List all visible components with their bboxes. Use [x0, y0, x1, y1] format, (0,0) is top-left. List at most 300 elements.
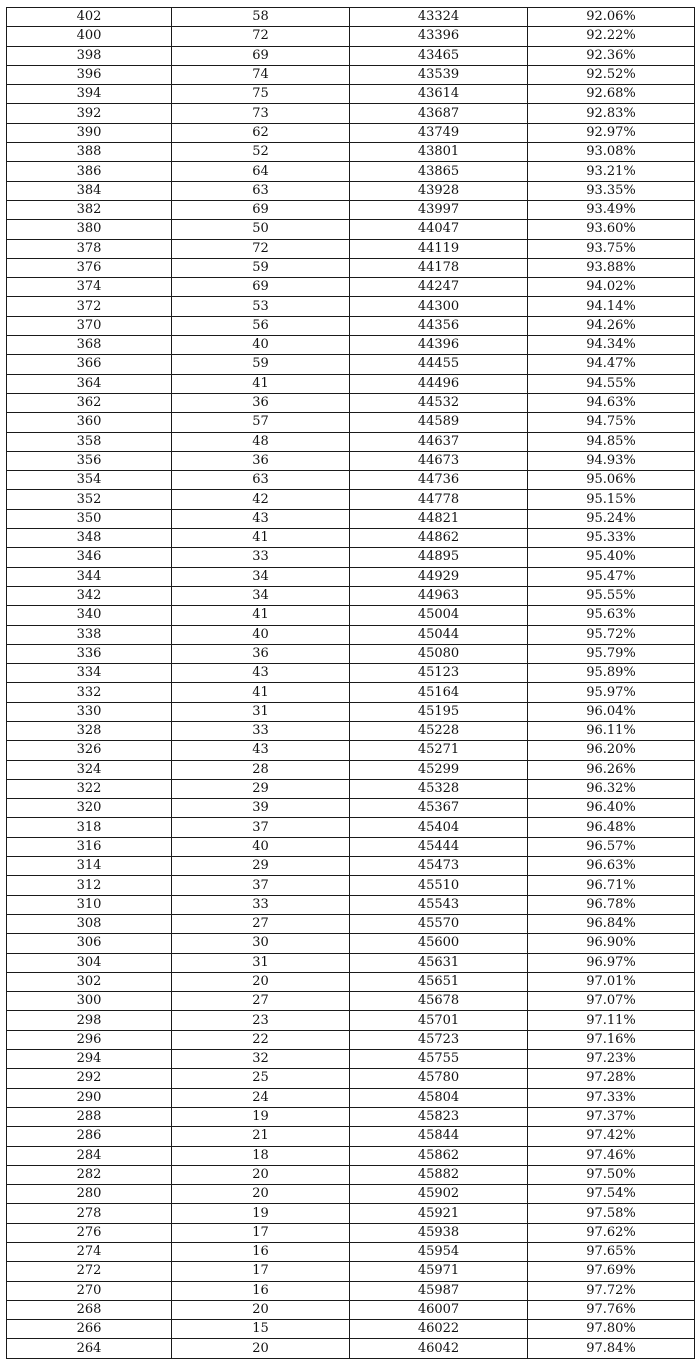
cumulative-count-cell: 44300: [350, 297, 528, 316]
table-row: [7, 721, 695, 740]
cumulative-percent-cell: 97.54%: [528, 1185, 695, 1204]
score-cell: 394: [7, 85, 172, 104]
score-cell: 402: [7, 8, 172, 27]
cumulative-percent-cell: 95.33%: [528, 529, 695, 548]
count-cell: 18: [172, 1146, 350, 1165]
cumulative-count-cell: 45902: [350, 1185, 528, 1204]
table-row: [7, 779, 695, 798]
score-cell: 390: [7, 123, 172, 142]
count-cell: 20: [172, 1300, 350, 1319]
cumulative-percent-cell: 97.42%: [528, 1127, 695, 1146]
table-row: [7, 1088, 695, 1107]
table-row: [7, 393, 695, 412]
cumulative-percent-cell: 93.35%: [528, 181, 695, 200]
table-row: [7, 1107, 695, 1126]
cumulative-count-cell: 44047: [350, 220, 528, 239]
cumulative-count-cell: 45723: [350, 1030, 528, 1049]
cumulative-count-cell: 43928: [350, 181, 528, 200]
score-cell: 368: [7, 336, 172, 355]
cumulative-count-cell: 44589: [350, 413, 528, 432]
cumulative-percent-cell: 94.85%: [528, 432, 695, 451]
count-cell: 40: [172, 336, 350, 355]
table-row: [7, 567, 695, 586]
cumulative-count-cell: 45123: [350, 664, 528, 683]
score-cell: 288: [7, 1107, 172, 1126]
table-row: [7, 46, 695, 65]
score-cell: 380: [7, 220, 172, 239]
cumulative-percent-cell: 95.97%: [528, 683, 695, 702]
score-cell: 326: [7, 741, 172, 760]
score-cell: 338: [7, 625, 172, 644]
count-cell: 59: [172, 258, 350, 277]
cumulative-percent-cell: 96.78%: [528, 895, 695, 914]
count-cell: 36: [172, 644, 350, 663]
cumulative-count-cell: 45473: [350, 857, 528, 876]
cumulative-count-cell: 46022: [350, 1320, 528, 1339]
count-cell: 29: [172, 857, 350, 876]
table-row: [7, 8, 695, 27]
score-cell: 334: [7, 664, 172, 683]
score-cell: 358: [7, 432, 172, 451]
cumulative-count-cell: 44821: [350, 509, 528, 528]
score-cell: 304: [7, 953, 172, 972]
count-cell: 73: [172, 104, 350, 123]
score-cell: 342: [7, 586, 172, 605]
table-row: [7, 1185, 695, 1204]
count-cell: 41: [172, 606, 350, 625]
cumulative-percent-cell: 97.50%: [528, 1165, 695, 1184]
table-row: [7, 200, 695, 219]
count-cell: 16: [172, 1243, 350, 1262]
cumulative-count-cell: 45823: [350, 1107, 528, 1126]
count-cell: 32: [172, 1050, 350, 1069]
count-cell: 20: [172, 1339, 350, 1358]
cumulative-percent-cell: 93.21%: [528, 162, 695, 181]
cumulative-percent-cell: 96.63%: [528, 857, 695, 876]
table-row: [7, 65, 695, 84]
table-row: [7, 239, 695, 258]
table-row: [7, 972, 695, 991]
cumulative-percent-cell: 94.02%: [528, 278, 695, 297]
cumulative-count-cell: 43801: [350, 143, 528, 162]
score-cell: 340: [7, 606, 172, 625]
cumulative-count-cell: 44963: [350, 586, 528, 605]
score-cell: 280: [7, 1185, 172, 1204]
count-cell: 40: [172, 837, 350, 856]
table-row: [7, 857, 695, 876]
table-row: [7, 953, 695, 972]
table-row: [7, 258, 695, 277]
cumulative-percent-cell: 97.80%: [528, 1320, 695, 1339]
count-cell: 22: [172, 1030, 350, 1049]
count-cell: 37: [172, 876, 350, 895]
count-cell: 50: [172, 220, 350, 239]
score-cell: 378: [7, 239, 172, 258]
score-cell: 336: [7, 644, 172, 663]
cumulative-percent-cell: 93.60%: [528, 220, 695, 239]
cumulative-percent-cell: 97.58%: [528, 1204, 695, 1223]
cumulative-percent-cell: 94.47%: [528, 355, 695, 374]
score-cell: 274: [7, 1243, 172, 1262]
table-row: [7, 914, 695, 933]
count-cell: 31: [172, 702, 350, 721]
score-cell: 276: [7, 1223, 172, 1242]
table-row: [7, 548, 695, 567]
count-cell: 69: [172, 46, 350, 65]
cumulative-count-cell: 45780: [350, 1069, 528, 1088]
cumulative-percent-cell: 97.28%: [528, 1069, 695, 1088]
cumulative-count-cell: 45862: [350, 1146, 528, 1165]
cumulative-count-cell: 44178: [350, 258, 528, 277]
table-row: [7, 529, 695, 548]
cumulative-percent-cell: 93.88%: [528, 258, 695, 277]
cumulative-count-cell: 43539: [350, 65, 528, 84]
cumulative-count-cell: 46007: [350, 1300, 528, 1319]
cumulative-percent-cell: 95.63%: [528, 606, 695, 625]
cumulative-percent-cell: 94.14%: [528, 297, 695, 316]
table-row: [7, 1069, 695, 1088]
score-cell: 386: [7, 162, 172, 181]
table-row: [7, 85, 695, 104]
score-cell: 396: [7, 65, 172, 84]
score-cell: 286: [7, 1127, 172, 1146]
count-cell: 58: [172, 8, 350, 27]
count-cell: 36: [172, 393, 350, 412]
count-cell: 41: [172, 374, 350, 393]
count-cell: 16: [172, 1281, 350, 1300]
count-cell: 63: [172, 471, 350, 490]
score-cell: 388: [7, 143, 172, 162]
count-cell: 57: [172, 413, 350, 432]
score-cell: 320: [7, 799, 172, 818]
cumulative-percent-cell: 97.84%: [528, 1339, 695, 1358]
score-cell: 322: [7, 779, 172, 798]
count-cell: 31: [172, 953, 350, 972]
score-cell: 302: [7, 972, 172, 991]
cumulative-count-cell: 44247: [350, 278, 528, 297]
table-row: [7, 316, 695, 335]
table-row: [7, 413, 695, 432]
score-cell: 278: [7, 1204, 172, 1223]
score-cell: 400: [7, 27, 172, 46]
count-cell: 30: [172, 934, 350, 953]
score-cell: 374: [7, 278, 172, 297]
table-row: [7, 1011, 695, 1030]
table-row: [7, 1281, 695, 1300]
cumulative-count-cell: 44778: [350, 490, 528, 509]
count-cell: 20: [172, 1165, 350, 1184]
count-cell: 53: [172, 297, 350, 316]
count-cell: 43: [172, 741, 350, 760]
table-row: [7, 471, 695, 490]
score-cell: 382: [7, 200, 172, 219]
count-cell: 69: [172, 200, 350, 219]
table-row: [7, 1243, 695, 1262]
cumulative-count-cell: 43865: [350, 162, 528, 181]
score-cell: 360: [7, 413, 172, 432]
table-row: [7, 220, 695, 239]
cumulative-count-cell: 44637: [350, 432, 528, 451]
cumulative-count-cell: 44736: [350, 471, 528, 490]
cumulative-count-cell: 44396: [350, 336, 528, 355]
table-row: [7, 1320, 695, 1339]
cumulative-percent-cell: 92.36%: [528, 46, 695, 65]
cumulative-percent-cell: 96.71%: [528, 876, 695, 895]
cumulative-count-cell: 45299: [350, 760, 528, 779]
cumulative-count-cell: 45971: [350, 1262, 528, 1281]
cumulative-count-cell: 46042: [350, 1339, 528, 1358]
count-cell: 28: [172, 760, 350, 779]
cumulative-count-cell: 43614: [350, 85, 528, 104]
cumulative-percent-cell: 96.04%: [528, 702, 695, 721]
count-cell: 33: [172, 548, 350, 567]
cumulative-percent-cell: 93.49%: [528, 200, 695, 219]
cumulative-percent-cell: 92.68%: [528, 85, 695, 104]
table-row: [7, 509, 695, 528]
score-cell: 324: [7, 760, 172, 779]
table-row: [7, 1050, 695, 1069]
score-cell: 314: [7, 857, 172, 876]
count-cell: 59: [172, 355, 350, 374]
cumulative-percent-cell: 92.97%: [528, 123, 695, 142]
cumulative-percent-cell: 95.24%: [528, 509, 695, 528]
cumulative-count-cell: 45328: [350, 779, 528, 798]
cumulative-count-cell: 45701: [350, 1011, 528, 1030]
table-row: [7, 876, 695, 895]
table-row: [7, 664, 695, 683]
score-cell: 364: [7, 374, 172, 393]
cumulative-percent-cell: 92.83%: [528, 104, 695, 123]
table-row: [7, 625, 695, 644]
cumulative-percent-cell: 96.40%: [528, 799, 695, 818]
cumulative-count-cell: 45844: [350, 1127, 528, 1146]
score-cell: 350: [7, 509, 172, 528]
table-row: [7, 490, 695, 509]
cumulative-percent-cell: 97.69%: [528, 1262, 695, 1281]
count-cell: 20: [172, 972, 350, 991]
table-row: [7, 297, 695, 316]
cumulative-percent-cell: 96.11%: [528, 721, 695, 740]
cumulative-percent-cell: 97.33%: [528, 1088, 695, 1107]
count-cell: 39: [172, 799, 350, 818]
cumulative-count-cell: 44455: [350, 355, 528, 374]
table-row: [7, 1223, 695, 1242]
table-row: [7, 451, 695, 470]
count-cell: 43: [172, 509, 350, 528]
cumulative-percent-cell: 92.22%: [528, 27, 695, 46]
score-cell: 266: [7, 1320, 172, 1339]
score-cell: 398: [7, 46, 172, 65]
cumulative-count-cell: 44673: [350, 451, 528, 470]
score-cell: 318: [7, 818, 172, 837]
score-cell: 282: [7, 1165, 172, 1184]
cumulative-percent-cell: 96.20%: [528, 741, 695, 760]
cumulative-percent-cell: 97.72%: [528, 1281, 695, 1300]
score-cell: 348: [7, 529, 172, 548]
cumulative-percent-cell: 97.23%: [528, 1050, 695, 1069]
score-cell: 392: [7, 104, 172, 123]
cumulative-count-cell: 45080: [350, 644, 528, 663]
table-row: [7, 837, 695, 856]
table-row: [7, 1300, 695, 1319]
score-cell: 332: [7, 683, 172, 702]
cumulative-count-cell: 45195: [350, 702, 528, 721]
count-cell: 19: [172, 1107, 350, 1126]
table-row: [7, 374, 695, 393]
cumulative-count-cell: 45367: [350, 799, 528, 818]
table-row: [7, 162, 695, 181]
cumulative-count-cell: 45804: [350, 1088, 528, 1107]
cumulative-count-cell: 45004: [350, 606, 528, 625]
count-cell: 74: [172, 65, 350, 84]
cumulative-count-cell: 43465: [350, 46, 528, 65]
cumulative-count-cell: 44356: [350, 316, 528, 335]
count-cell: 34: [172, 567, 350, 586]
count-cell: 33: [172, 895, 350, 914]
cumulative-percent-cell: 95.79%: [528, 644, 695, 663]
table-row: [7, 895, 695, 914]
table-row: [7, 1339, 695, 1358]
count-cell: 29: [172, 779, 350, 798]
table-row: [7, 992, 695, 1011]
count-cell: 27: [172, 992, 350, 1011]
table-row: [7, 934, 695, 953]
cumulative-count-cell: 44895: [350, 548, 528, 567]
score-cell: 272: [7, 1262, 172, 1281]
score-cell: 372: [7, 297, 172, 316]
cumulative-percent-cell: 94.75%: [528, 413, 695, 432]
cumulative-percent-cell: 95.06%: [528, 471, 695, 490]
score-cell: 384: [7, 181, 172, 200]
score-cell: 270: [7, 1281, 172, 1300]
cumulative-percent-cell: 96.57%: [528, 837, 695, 856]
cumulative-count-cell: 45678: [350, 992, 528, 1011]
cumulative-percent-cell: 95.72%: [528, 625, 695, 644]
cumulative-count-cell: 45651: [350, 972, 528, 991]
table-row: [7, 1030, 695, 1049]
cumulative-count-cell: 45882: [350, 1165, 528, 1184]
score-cell: 298: [7, 1011, 172, 1030]
cumulative-percent-cell: 96.90%: [528, 934, 695, 953]
cumulative-percent-cell: 93.08%: [528, 143, 695, 162]
cumulative-percent-cell: 92.06%: [528, 8, 695, 27]
cumulative-count-cell: 43687: [350, 104, 528, 123]
table-row: [7, 278, 695, 297]
score-cell: 296: [7, 1030, 172, 1049]
cumulative-count-cell: 44929: [350, 567, 528, 586]
count-cell: 23: [172, 1011, 350, 1030]
cumulative-percent-cell: 96.32%: [528, 779, 695, 798]
table-row: [7, 1262, 695, 1281]
count-cell: 36: [172, 451, 350, 470]
score-cell: 352: [7, 490, 172, 509]
count-cell: 64: [172, 162, 350, 181]
count-cell: 69: [172, 278, 350, 297]
count-cell: 27: [172, 914, 350, 933]
count-cell: 41: [172, 683, 350, 702]
cumulative-count-cell: 45570: [350, 914, 528, 933]
table-row: [7, 606, 695, 625]
table-row: [7, 1204, 695, 1223]
score-cell: 264: [7, 1339, 172, 1358]
count-cell: 52: [172, 143, 350, 162]
count-cell: 62: [172, 123, 350, 142]
cumulative-percent-cell: 94.26%: [528, 316, 695, 335]
table-row: [7, 181, 695, 200]
cumulative-count-cell: 45164: [350, 683, 528, 702]
cumulative-count-cell: 45044: [350, 625, 528, 644]
count-cell: 40: [172, 625, 350, 644]
cumulative-count-cell: 45631: [350, 953, 528, 972]
table-body: [7, 8, 695, 1359]
cumulative-percent-cell: 96.48%: [528, 818, 695, 837]
cumulative-count-cell: 44532: [350, 393, 528, 412]
cumulative-count-cell: 45954: [350, 1243, 528, 1262]
cumulative-percent-cell: 96.26%: [528, 760, 695, 779]
cumulative-count-cell: 43396: [350, 27, 528, 46]
cumulative-percent-cell: 94.63%: [528, 393, 695, 412]
cumulative-count-cell: 45987: [350, 1281, 528, 1300]
count-cell: 72: [172, 239, 350, 258]
cumulative-count-cell: 44862: [350, 529, 528, 548]
count-cell: 75: [172, 85, 350, 104]
count-cell: 19: [172, 1204, 350, 1223]
cumulative-percent-cell: 97.07%: [528, 992, 695, 1011]
cumulative-count-cell: 45938: [350, 1223, 528, 1242]
cumulative-percent-cell: 97.01%: [528, 972, 695, 991]
cumulative-count-cell: 45510: [350, 876, 528, 895]
score-cell: 328: [7, 721, 172, 740]
cumulative-percent-cell: 95.47%: [528, 567, 695, 586]
score-cell: 330: [7, 702, 172, 721]
table-row: [7, 586, 695, 605]
score-cell: 268: [7, 1300, 172, 1319]
score-cell: 354: [7, 471, 172, 490]
cumulative-percent-cell: 95.55%: [528, 586, 695, 605]
count-cell: 56: [172, 316, 350, 335]
cumulative-percent-cell: 94.55%: [528, 374, 695, 393]
cumulative-percent-cell: 95.15%: [528, 490, 695, 509]
table-row: [7, 1146, 695, 1165]
cumulative-percent-cell: 96.84%: [528, 914, 695, 933]
table-row: [7, 355, 695, 374]
cumulative-percent-cell: 97.46%: [528, 1146, 695, 1165]
cumulative-percent-cell: 92.52%: [528, 65, 695, 84]
cumulative-percent-cell: 93.75%: [528, 239, 695, 258]
cumulative-count-cell: 45921: [350, 1204, 528, 1223]
cumulative-percent-cell: 94.34%: [528, 336, 695, 355]
score-cell: 310: [7, 895, 172, 914]
cumulative-count-cell: 45600: [350, 934, 528, 953]
cumulative-count-cell: 45271: [350, 741, 528, 760]
count-cell: 33: [172, 721, 350, 740]
table-row: [7, 432, 695, 451]
score-cell: 344: [7, 567, 172, 586]
count-cell: 34: [172, 586, 350, 605]
table-row: [7, 760, 695, 779]
score-distribution-table: [6, 7, 695, 1359]
table-row: [7, 644, 695, 663]
table-row: [7, 702, 695, 721]
cumulative-count-cell: 45543: [350, 895, 528, 914]
cumulative-percent-cell: 97.76%: [528, 1300, 695, 1319]
table-row: [7, 741, 695, 760]
score-cell: 316: [7, 837, 172, 856]
count-cell: 21: [172, 1127, 350, 1146]
count-cell: 41: [172, 529, 350, 548]
score-cell: 370: [7, 316, 172, 335]
table-row: [7, 1165, 695, 1184]
